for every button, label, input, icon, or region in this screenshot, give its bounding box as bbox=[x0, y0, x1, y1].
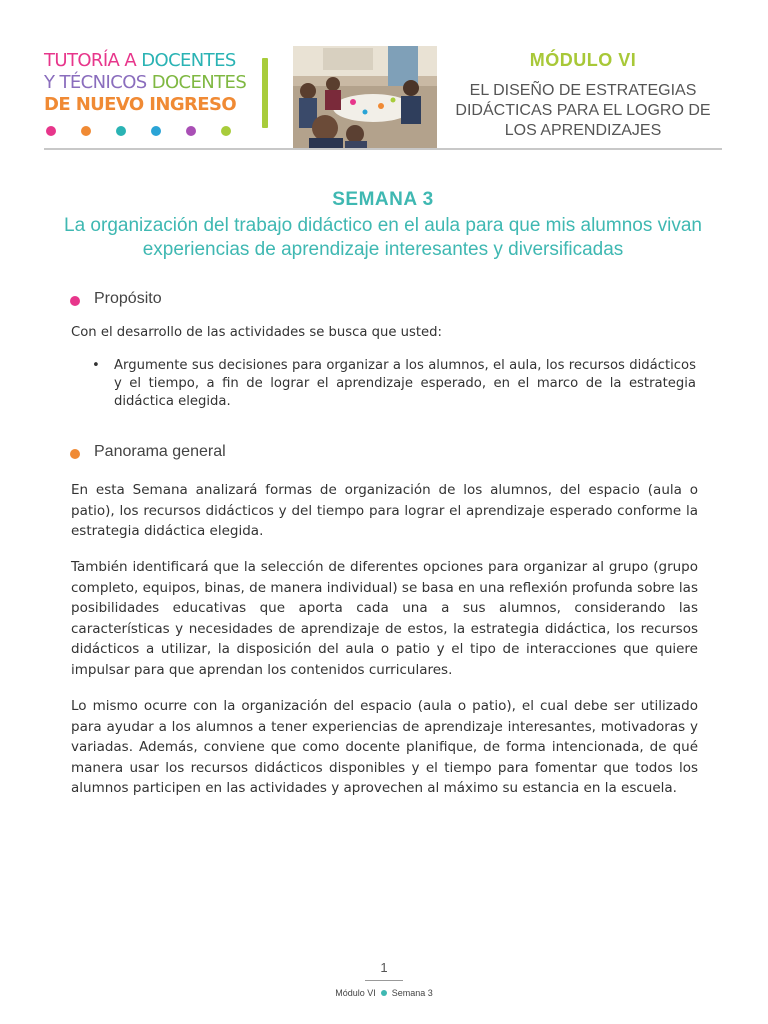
section-heading bbox=[70, 290, 162, 308]
header-divider-bar bbox=[262, 58, 268, 128]
overview-section bbox=[70, 443, 226, 461]
logo-dot bbox=[81, 126, 91, 136]
logo-dot bbox=[151, 126, 161, 136]
week-title: La organización del trabajo didáctico en el aula para que mis alumnos vivan experiencias de aprendizaje interesantes y diversificadas bbox=[64, 215, 702, 260]
purpose-section bbox=[70, 290, 162, 308]
logo-line-2 bbox=[44, 72, 249, 94]
bullet-dot-icon bbox=[70, 296, 80, 306]
logo-dots bbox=[44, 126, 249, 136]
logo-dot bbox=[116, 126, 126, 136]
module-title: MÓDULO VI bbox=[529, 50, 637, 70]
purpose-heading: Propósito bbox=[94, 290, 162, 307]
classroom-photo bbox=[293, 46, 437, 148]
logo-text: TUTORÍA A bbox=[44, 50, 142, 71]
logo-line-3: DE NUEVO INGRESO bbox=[44, 94, 237, 115]
logo-dot bbox=[221, 126, 231, 136]
purpose-intro: Con el desarrollo de las actividades se busca que usted: bbox=[71, 325, 442, 340]
logo-text: DOCENTES bbox=[151, 72, 247, 93]
footer-module: Módulo VI bbox=[335, 988, 376, 998]
overview-heading: Panorama general bbox=[94, 443, 226, 460]
logo-dot bbox=[186, 126, 196, 136]
page-number: 1 bbox=[380, 960, 388, 975]
section-heading bbox=[70, 443, 226, 461]
module-subtitle: EL DISEÑO DE ESTRATEGIAS DIDÁCTICAS PARA EL LOGRO DE LOS APRENDIZAJES bbox=[455, 82, 711, 139]
logo-dot bbox=[46, 126, 56, 136]
footer-dot-icon bbox=[381, 990, 387, 996]
footer-rule bbox=[365, 980, 403, 981]
overview-paragraph: También identificará que la selección de diferentes opciones para organizar al grupo (grupo completo, equipos, binas, de manera individual) se basa en una reflexión profunda sobre las posibilidades educativas que aporta cada una a sus alumnos, considerando las características y necesidades de aprendizaje de estos, la estrategia didáctica, los recursos didácticos a utilizar, la disposición del aula o patio y el tipo de interacciones que quiere impulsar para que aprendan los contenidos curriculares. bbox=[71, 559, 698, 678]
header-rule bbox=[44, 148, 722, 150]
program-logo bbox=[44, 50, 249, 136]
overview-paragraph: En esta Semana analizará formas de organización de los alumnos, del espacio (aula o patio), los recursos didácticos y del tiempo para lograr el aprendizaje esperado conforme la estrategia didáctica elegida. bbox=[71, 482, 698, 540]
week-heading bbox=[44, 189, 722, 262]
purpose-bullets bbox=[92, 357, 696, 411]
module-header bbox=[445, 50, 721, 141]
list-item: • Argumente sus decisiones para organizar a los alumnos, el aula, los recursos didácticos y el tiempo, a fin de lograr el aprendizaje esperado, en el marco de la estrategia didáctica elegida. bbox=[92, 357, 696, 411]
logo-text: Y TÉCNICOS bbox=[44, 72, 152, 93]
logo-text: DOCENTES bbox=[141, 50, 236, 71]
overview-paragraph: Lo mismo ocurre con la organización del espacio (aula o patio), el cual debe ser utilizado para ayudar a los alumnos a tener experiencias de aprendizaje interesantes, motivadoras y variadas. Además, conviene que como docente planifique, de forma intencionada, de qué manera usar los recursos didácticos disponibles y el tiempo para fomentar que todos los alumnos participen en las actividades y aprovechen al máximo su estancia en la escuela. bbox=[71, 698, 698, 797]
logo-line-1 bbox=[44, 50, 249, 72]
footer-week: Semana 3 bbox=[391, 988, 433, 998]
footer-label bbox=[0, 988, 768, 998]
week-number: SEMANA 3 bbox=[332, 189, 434, 210]
bullet-dot-icon bbox=[70, 449, 80, 459]
